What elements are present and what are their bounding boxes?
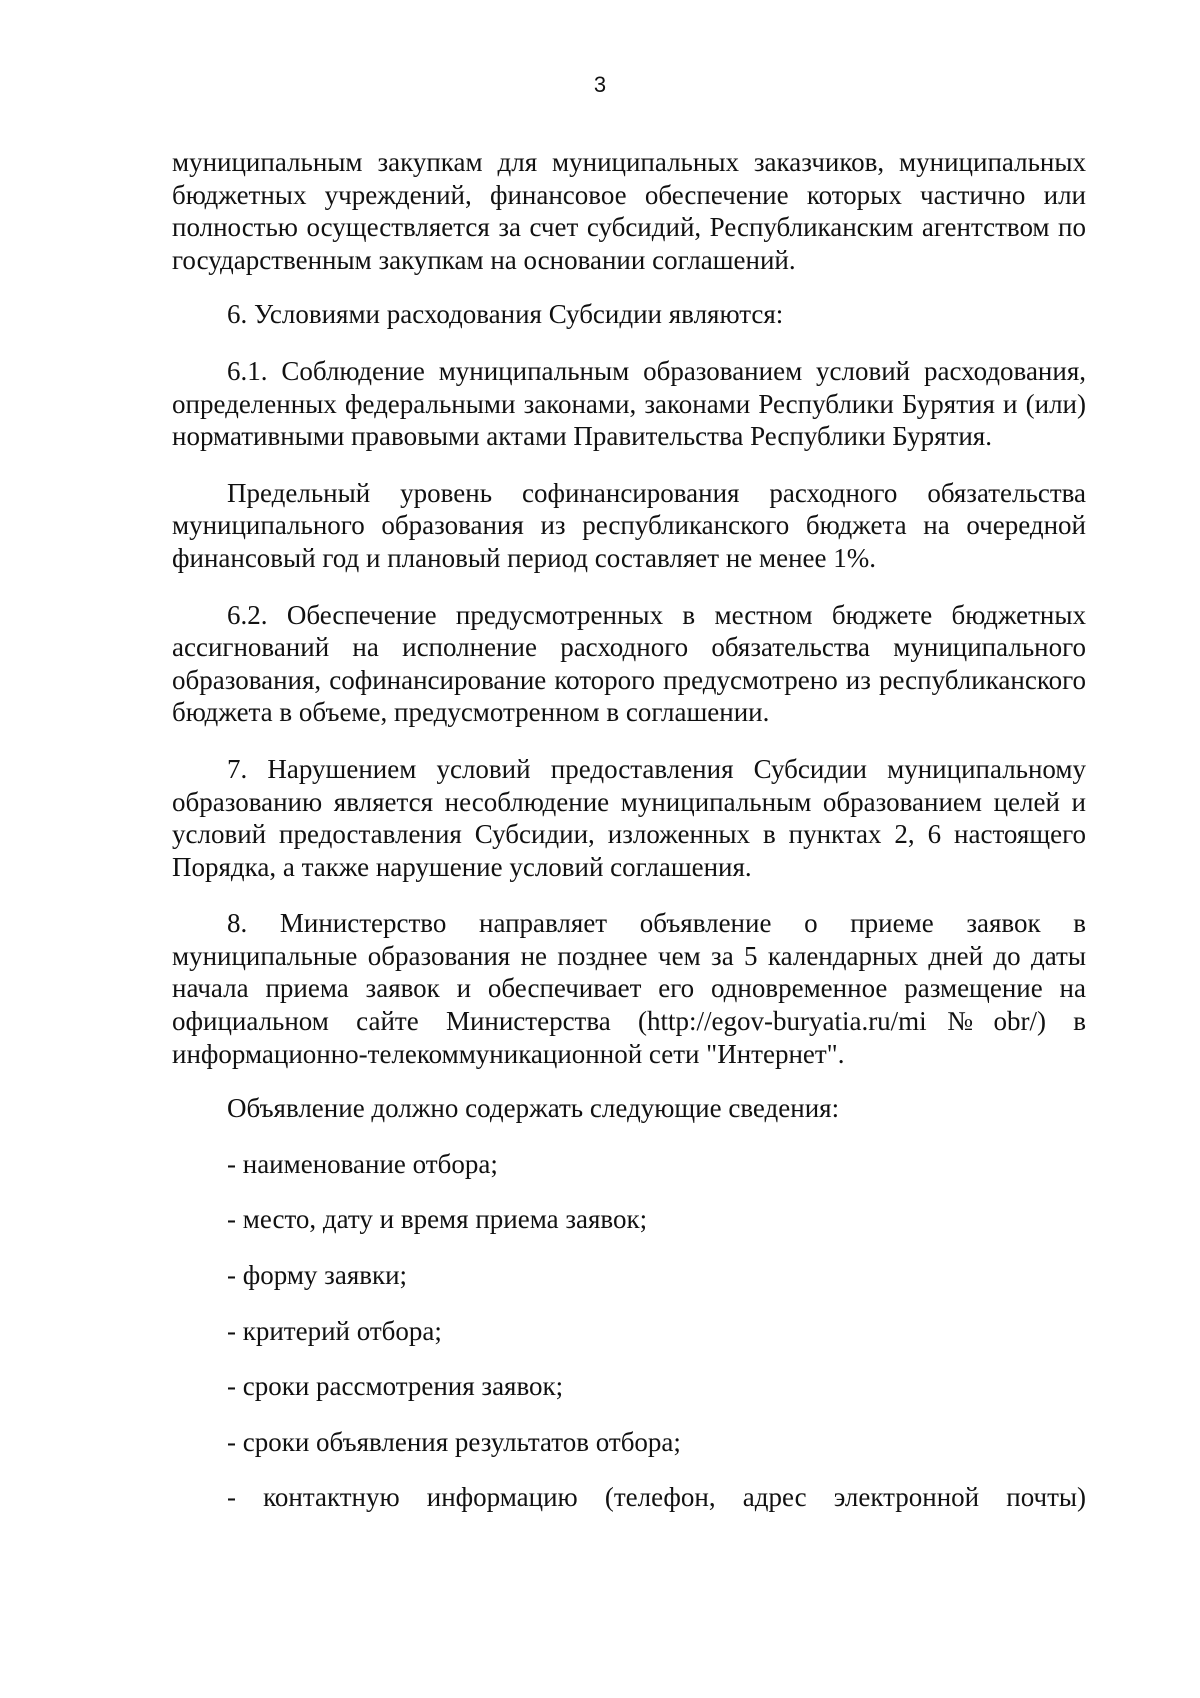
page-number: 3: [593, 72, 607, 97]
paragraph-announcement: Объявление должно содержать следующие сведения:: [227, 1093, 840, 1124]
paragraph-cofinancing-limit: Предельный уровень софинансирования расходного обязательства муниципального образования из республиканского бюджета на очередной финансовый год и плановый период составляет не менее 1%.: [172, 477, 1086, 573]
announcement-items-list: [172, 1148, 1086, 1514]
paragraph-8: 8. Министерство направляет объявление о приеме заявок в муниципальные образования не позднее чем за 5 календарных дней до даты начала приема заявок и обеспечивает его одновременное размещение на официальном сайте Министерства (http://egov-buryatia.ru/mi№obr/) в информационно-телекоммуникационной сети "Интернет".: [172, 908, 1086, 1069]
paragraph-6-2: 6.2. Обеспечение предусмотренных в местном бюджете бюджетных ассигнований на исполнение расходного обязательства муниципального образования, софинансирование которого предусмотрено из республиканского бюджета в объеме, предусмотренном в соглашении.: [172, 599, 1086, 728]
document-body: [172, 146, 1086, 1514]
list-item: - место, дату и время приема заявок;: [227, 1204, 648, 1235]
list-item: - контактную информацию (телефон, адрес электронной почты): [227, 1482, 1086, 1513]
list-item: - критерий отбора;: [227, 1315, 442, 1346]
paragraph-7: 7. Нарушением условий предоставления Субсидии муниципальному образованию является несоблюдение муниципальным образованием целей и условий предоставления Субсидии, изложенных в пунктах 2, 6 настоящего Порядка, а также нарушение условий соглашения.: [172, 753, 1086, 882]
list-item: - сроки рассмотрения заявок;: [227, 1371, 564, 1402]
paragraph-6: 6. Условиями расходования Субсидии являются:: [227, 299, 784, 330]
list-item: - сроки объявления результатов отбора;: [227, 1426, 681, 1457]
paragraph-intro: муниципальным закупкам для муниципальных заказчиков, муниципальных бюджетных учреждений, финансовое обеспечение которых частично или полностью осуществляется за счет субсидий, Республиканским агентством по государственным закупкам на основании соглашений.: [172, 147, 1086, 275]
list-item: - форму заявки;: [227, 1260, 408, 1291]
list-item: - наименование отбора;: [227, 1148, 498, 1179]
paragraph-6-1: 6.1. Соблюдение муниципальным образованием условий расходования, определенных федеральными законами, законами Республики Бурятия и (или) нормативными правовыми актами Правительства Республики Бурятия.: [172, 355, 1086, 452]
